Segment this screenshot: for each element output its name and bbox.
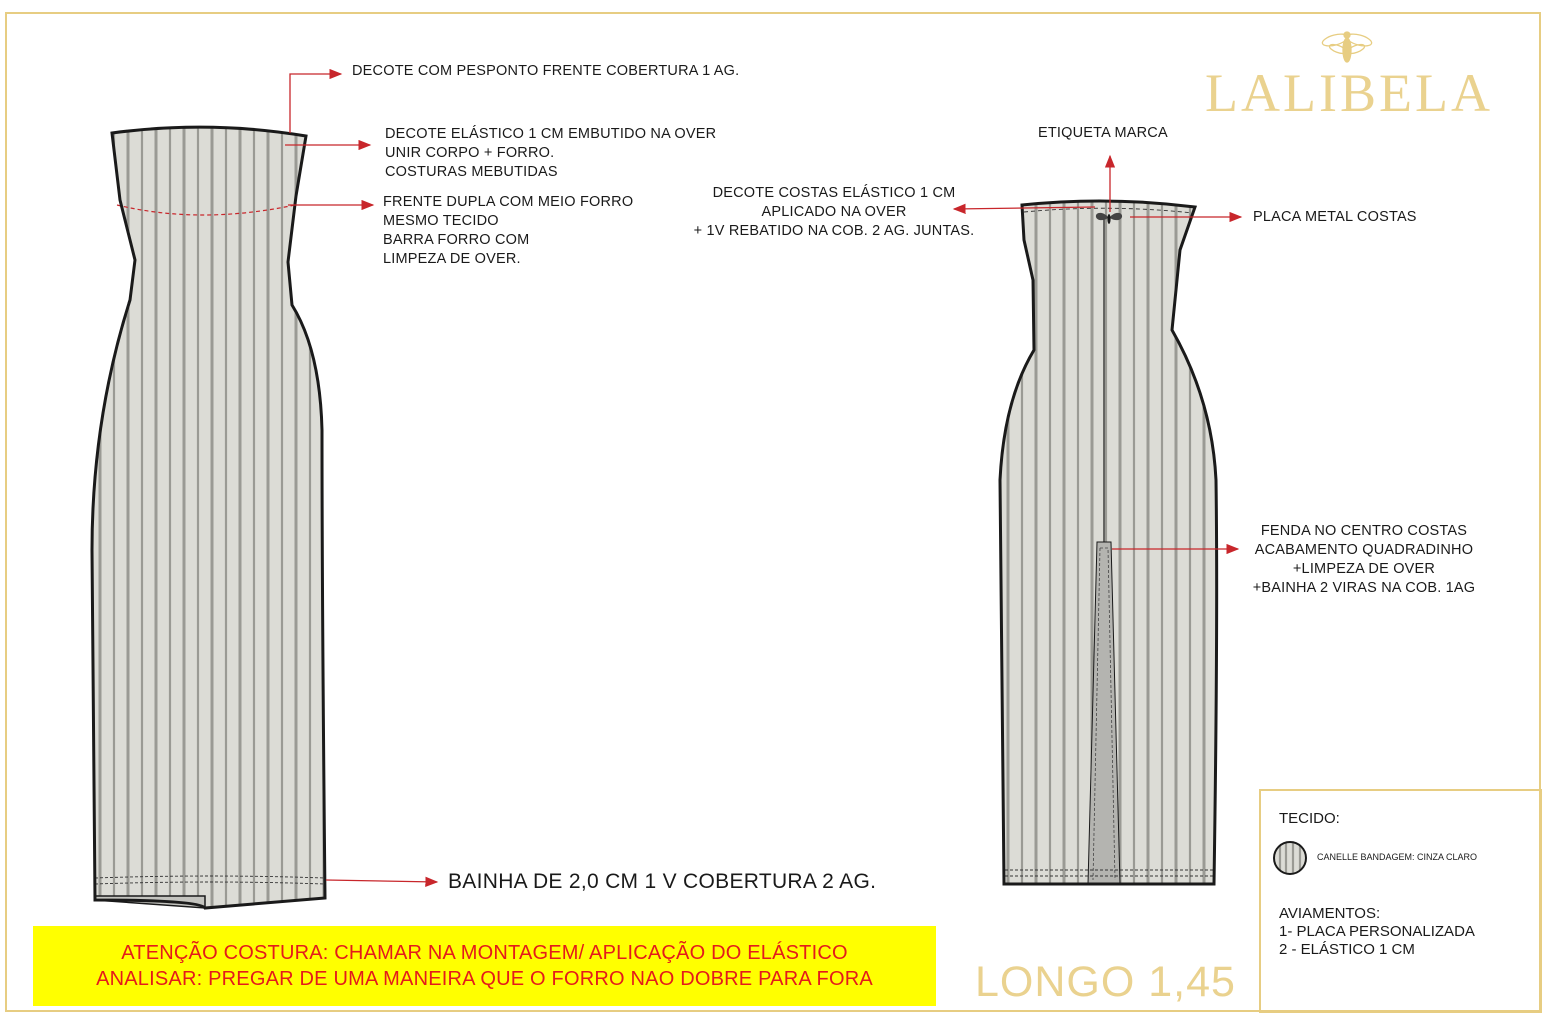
note-line: DECOTE COSTAS ELÁSTICO 1 CM: [712, 185, 956, 201]
note-back-neck: [675, 184, 993, 241]
note-line: APLICADO NA OVER: [761, 204, 907, 220]
note-line: COSTURAS MEBUTIDAS: [385, 164, 558, 180]
model-name: LONGO 1,45: [975, 958, 1236, 1006]
note-line: + 1V REBATIDO NA COB. 2 AG. JUNTAS.: [693, 223, 975, 239]
note-line: +BAINHA 2 VIRAS NA COB. 1AG: [1252, 580, 1476, 596]
front-view: [92, 110, 325, 920]
note-back-slit: [1233, 522, 1495, 598]
back-view: [1000, 190, 1218, 900]
warning-line: ANALISAR: PREGAR DE UMA MANEIRA QUE O FORRO NAO DOBRE PARA FORA: [96, 968, 873, 990]
note-line: UNIR CORPO + FORRO.: [385, 145, 555, 161]
fabric-name: CANELLE BANDAGEM: CINZA CLARO: [1317, 852, 1478, 862]
note-line: BARRA FORRO COM: [383, 232, 530, 248]
bee-icon: [1321, 32, 1373, 62]
trims-list: [1279, 905, 1475, 959]
note-elastic-neck: [385, 125, 716, 182]
arrow-neckline-topstitch: [290, 74, 341, 133]
note-hem: BAINHA DE 2,0 CM 1 V COBERTURA 2 AG.: [448, 870, 877, 893]
note-line: DECOTE ELÁSTICO 1 CM EMBUTIDO NA OVER: [385, 126, 717, 142]
note-brand-label: ETIQUETA MARCA: [1038, 125, 1168, 141]
fabric-title: TECIDO:: [1279, 810, 1340, 827]
note-line: FRENTE DUPLA COM MEIO FORRO: [383, 194, 634, 210]
note-line: +LIMPEZA DE OVER: [1292, 561, 1436, 577]
note-line: FENDA NO CENTRO COSTAS: [1260, 523, 1468, 539]
note-line: MESMO TECIDO: [383, 213, 499, 229]
fabric-swatch: [1272, 840, 1308, 876]
note-double-front: [383, 193, 633, 269]
warning-line: ATENÇÃO COSTURA: CHAMAR NA MONTAGEM/ APLICAÇÃO DO ELÁSTICO: [121, 942, 848, 964]
note-neckline-topstitch: DECOTE COM PESPONTO FRENTE COBERTURA 1 AG.: [352, 63, 740, 79]
note-metal-plate: PLACA METAL COSTAS: [1253, 209, 1417, 225]
sewing-warning-box: [33, 926, 936, 1006]
trim-item: 2 - ELÁSTICO 1 CM: [1279, 941, 1415, 958]
brand-logo-text: LALIBELA: [1205, 63, 1493, 123]
spec-box: [1259, 789, 1542, 1013]
note-line: ACABAMENTO QUADRADINHO: [1254, 542, 1474, 558]
trims-title: AVIAMENTOS:: [1279, 905, 1381, 922]
arrow-hem: [326, 880, 437, 882]
trim-item: 1- PLACA PERSONALIZADA: [1279, 923, 1475, 940]
note-line: LIMPEZA DE OVER.: [383, 251, 521, 267]
